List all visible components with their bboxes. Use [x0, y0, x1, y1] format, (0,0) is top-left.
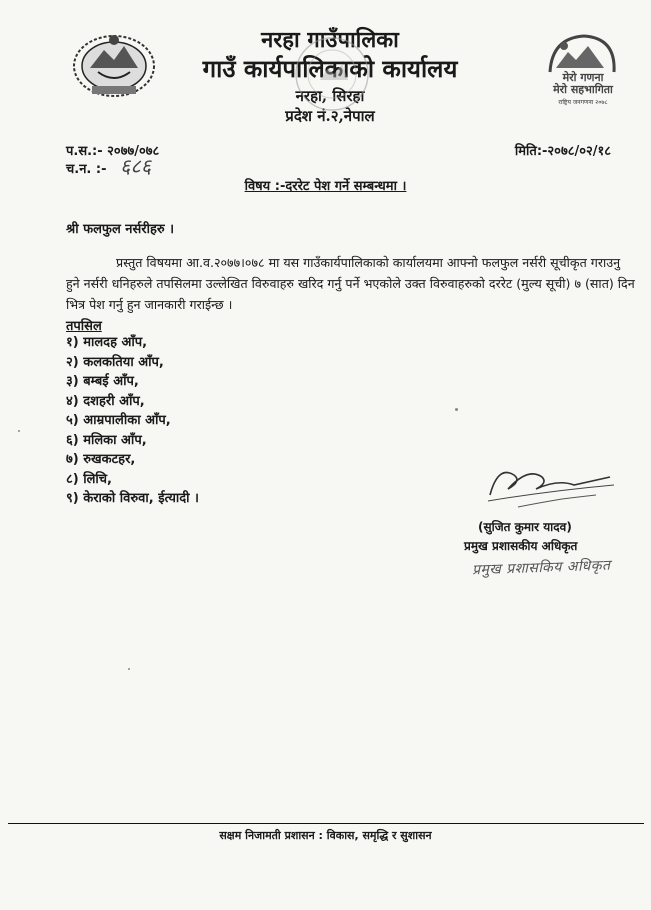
census-logo-caption: मेरो गणना मेरो सहभागिता [553, 71, 613, 96]
addressee: श्री फलफुल नर्सरीहरु । [66, 222, 175, 237]
signatory-name: (सुजित कुमार यादव) [478, 520, 572, 534]
list-item: ५) आम्रपालीका आँप, [66, 413, 171, 428]
office-name: गाउँ कार्यपालिकाको कार्यालय [202, 54, 458, 83]
designation-stamp: प्रमुख प्रशासकिय अधिकृत [471, 557, 611, 579]
signatory-title: प्रमुख प्रशासकीय अधिकृत [464, 539, 578, 553]
scan-speck [18, 430, 20, 432]
scan-speck [455, 408, 458, 411]
items-list [66, 333, 199, 509]
body-paragraph: प्रस्तुत विषयमा आ.व.२०७७।०७८ मा यस गाउँकार्यपालिकाको कार्यालयमा आफ्नो फलफुल नर्सरी सूचीकृत गराउनु हुने नर्सरी धनिहरुले तपसिलमा उल्लेखित विरुवाहरु खरिद गर्नु पर्ने भएकोले उक्त विरुवाहरुको दररेट (मुल्य सूची) ७ (सात) दिन भित्र पेश गर्नु हुन जानकारी गराईन्छ । [66, 255, 635, 312]
census-logo-subcaption: राष्ट्रिय जनगणना २०७८ [558, 99, 608, 106]
chana-handwritten-number: ६८६ [120, 154, 152, 178]
footer-divider [8, 823, 644, 824]
province-line: प्रदेश नं.२,नेपाल [285, 107, 375, 125]
scan-speck [128, 668, 130, 670]
municipality-name: नरहा गाउँपालिका [261, 27, 399, 53]
list-item: ९) केराको विरुवा, ईत्यादी । [66, 491, 199, 506]
list-item: ७) रुखकटहर, [66, 452, 136, 467]
list-item: ६) मलिका आँप, [66, 432, 147, 448]
reference-chana: च.न. :- [66, 162, 107, 177]
office-address: नरहा, सिरहा [295, 87, 365, 105]
list-item: ३) बम्बई आँप, [66, 374, 139, 389]
subject-text: विषय :-दररेट पेश गर्ने सम्बन्धमा । [244, 179, 407, 194]
office-seal-icon [292, 34, 372, 114]
list-item: ४) दशहरी आँप, [66, 393, 145, 409]
list-title: तपसिल [66, 319, 102, 334]
list-item: २) कलकतिया आँप, [66, 354, 164, 370]
list-item: १) मालदह आँप, [66, 335, 148, 350]
footer-slogan: सक्षम निजामती प्रशासन : विकास, समृद्धि र सुशासन [219, 829, 432, 842]
subject-line [0, 176, 651, 194]
signature-scribble-icon [478, 455, 618, 515]
nepal-emblem-icon [68, 28, 160, 100]
list-item: ८) लिचि, [66, 471, 112, 487]
letter-date: मिति:-२०७८/०२/१८ [514, 144, 611, 159]
reference-pasa: प.स.:- २०७७/०७८ [66, 144, 160, 159]
